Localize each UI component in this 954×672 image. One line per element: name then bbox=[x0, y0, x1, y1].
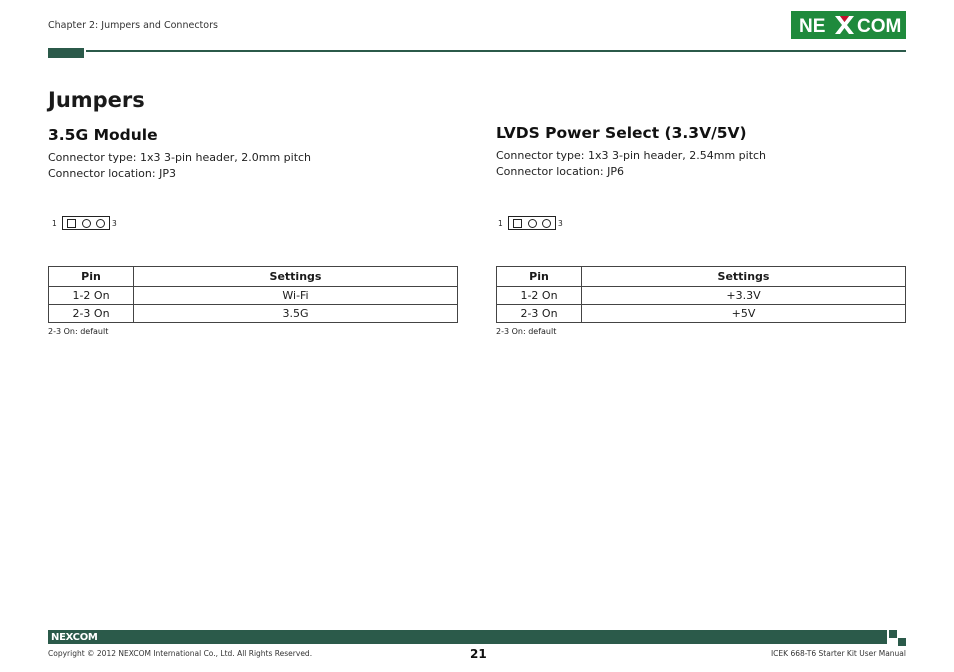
cell-pin: 1-2 On bbox=[497, 287, 582, 305]
cell-setting: +3.3V bbox=[582, 287, 906, 305]
column-header-settings: Settings bbox=[582, 267, 906, 287]
pin-square-icon bbox=[67, 219, 76, 228]
cell-setting: 3.5G bbox=[134, 305, 458, 323]
header-rule-block bbox=[48, 48, 84, 58]
default-note: 2-3 On: default bbox=[496, 327, 557, 336]
cell-pin: 1-2 On bbox=[49, 287, 134, 305]
pin-label-last: 3 bbox=[558, 219, 563, 228]
chapter-title: Chapter 2: Jumpers and Connectors bbox=[48, 20, 218, 31]
section-title-3g-module: 3.5G Module bbox=[48, 126, 158, 144]
column-header-pin: Pin bbox=[49, 267, 134, 287]
table-header-row bbox=[497, 267, 906, 287]
nexcom-logo bbox=[791, 11, 906, 39]
svg-text:COM: COM bbox=[857, 16, 902, 37]
copyright-text: Copyright © 2012 NEXCOM International Co., Ltd. All Rights Reserved. bbox=[48, 649, 313, 658]
table-row bbox=[497, 287, 906, 305]
connector-info-jp6 bbox=[496, 148, 766, 180]
jumper-table-jp6 bbox=[496, 266, 906, 323]
section-title-lvds-power: LVDS Power Select (3.3V/5V) bbox=[496, 124, 747, 142]
jumper-diagram-jp3 bbox=[52, 219, 122, 231]
pin-circle-icon bbox=[542, 219, 551, 228]
svg-text:NE: NE bbox=[799, 16, 826, 37]
manual-title: ICEK 668-T6 Starter Kit User Manual bbox=[770, 649, 906, 658]
header-rule bbox=[86, 50, 906, 52]
page-number: 21 bbox=[470, 647, 487, 661]
pin-label-first: 1 bbox=[52, 219, 57, 228]
page-title: Jumpers bbox=[48, 88, 145, 112]
cell-setting: +5V bbox=[582, 305, 906, 323]
jumper-diagram-jp6 bbox=[498, 219, 568, 231]
table-header-row bbox=[49, 267, 458, 287]
connector-location: Connector location: JP6 bbox=[496, 165, 624, 178]
cell-pin: 2-3 On bbox=[497, 305, 582, 323]
table-row bbox=[49, 287, 458, 305]
pin-circle-icon bbox=[96, 219, 105, 228]
pin-label-last: 3 bbox=[112, 219, 117, 228]
pin-label-first: 1 bbox=[498, 219, 503, 228]
pin-header bbox=[62, 216, 110, 230]
jumper-table-jp3 bbox=[48, 266, 458, 323]
pin-square-icon bbox=[513, 219, 522, 228]
table-row bbox=[49, 305, 458, 323]
default-note: 2-3 On: default bbox=[48, 327, 109, 336]
cell-pin: 2-3 On bbox=[49, 305, 134, 323]
column-header-settings: Settings bbox=[134, 267, 458, 287]
footer-logo: NEXCOM bbox=[51, 632, 98, 643]
footer-square-icon bbox=[898, 638, 906, 646]
pin-circle-icon bbox=[82, 219, 91, 228]
connector-info-jp3 bbox=[48, 150, 311, 182]
footer-square-icon bbox=[889, 630, 897, 638]
pin-header bbox=[508, 216, 556, 230]
connector-location: Connector location: JP3 bbox=[48, 167, 176, 180]
cell-setting: Wi-Fi bbox=[134, 287, 458, 305]
table-row bbox=[497, 305, 906, 323]
connector-type: Connector type: 1x3 3-pin header, 2.54mm pitch bbox=[496, 149, 767, 162]
pin-circle-icon bbox=[528, 219, 537, 228]
footer-bar bbox=[48, 630, 887, 644]
column-header-pin: Pin bbox=[497, 267, 582, 287]
connector-type: Connector type: 1x3 3-pin header, 2.0mm pitch bbox=[48, 151, 312, 164]
